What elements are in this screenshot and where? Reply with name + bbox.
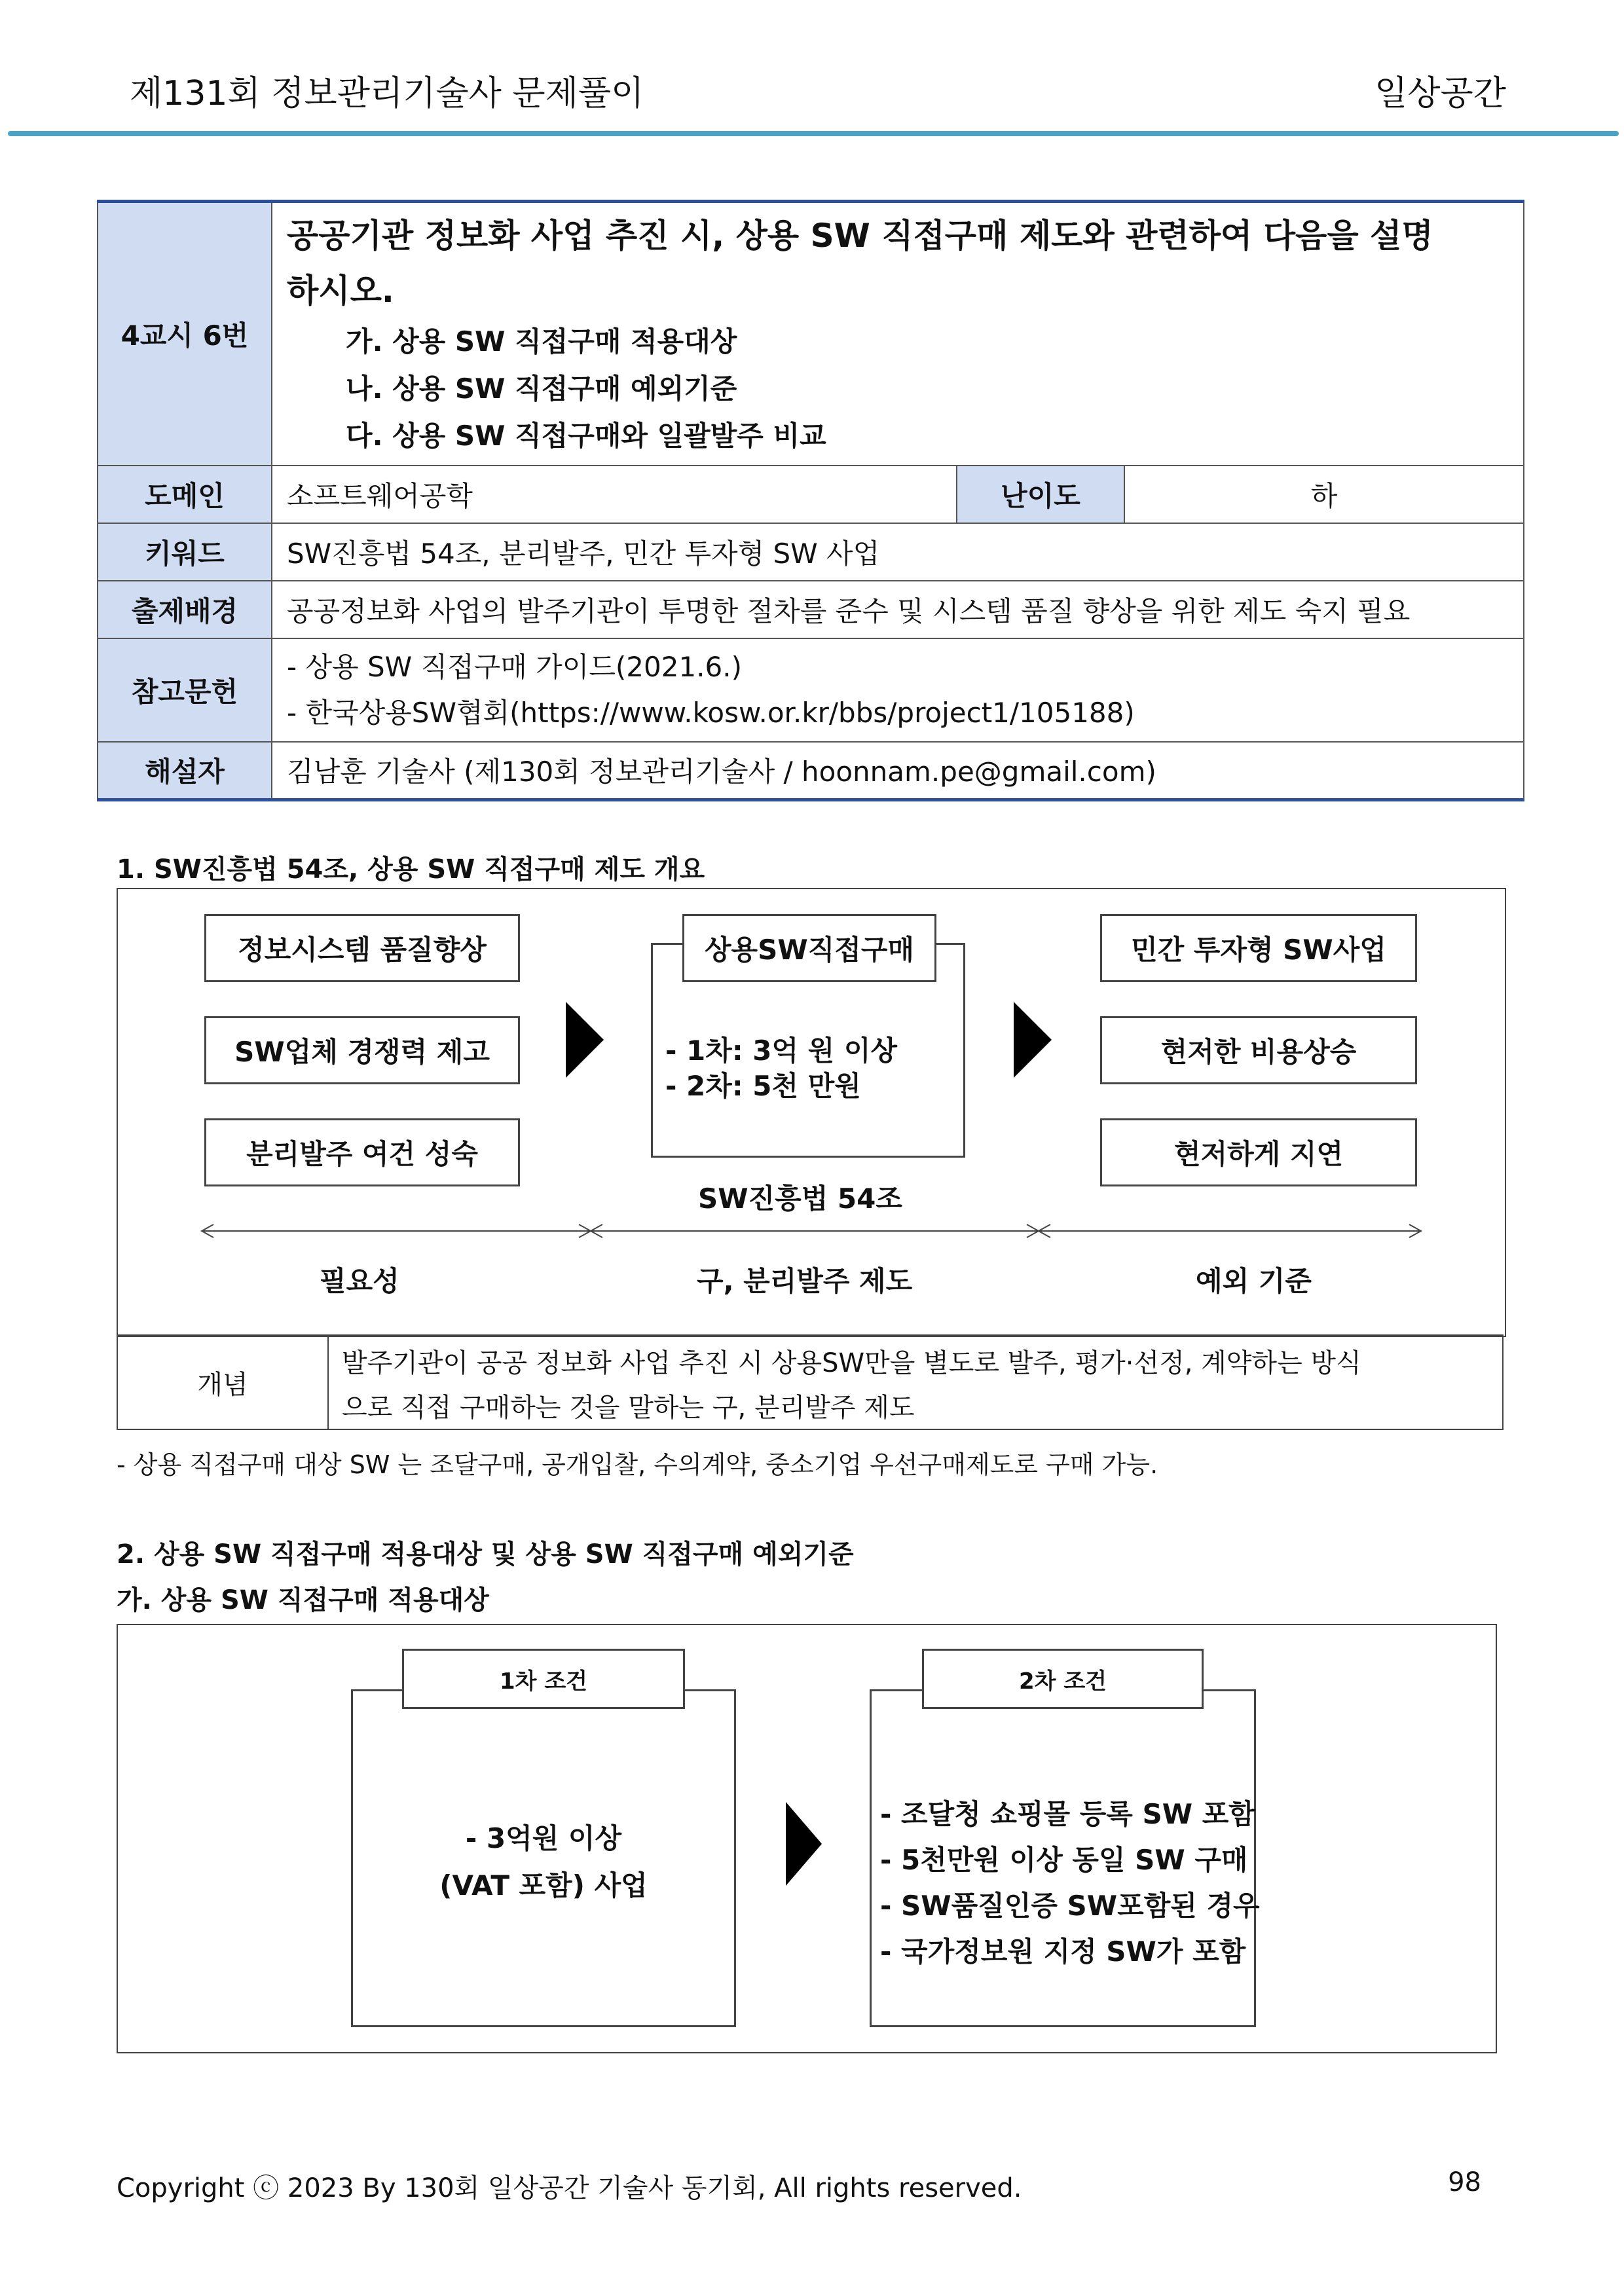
difficulty-label: 난이도 xyxy=(957,466,1124,523)
condition1-title: 1차 조건 xyxy=(402,1649,685,1709)
question-title-line2: 하시오. xyxy=(287,272,394,310)
condition1-text xyxy=(351,1815,736,1909)
center-box-items xyxy=(665,1033,897,1104)
center-caption: SW진흥법 54조 xyxy=(698,1183,902,1215)
question-cell xyxy=(272,202,1524,466)
background-label: 출제배경 xyxy=(98,581,272,638)
condition2-item: - SW품질인증 SW포함된 경우 xyxy=(880,1890,1260,1922)
page-header-title: 제131회 정보관리기술사 문제풀이 xyxy=(130,74,644,113)
concept-line: 발주기관이 공공 정보화 사업 추진 시 상용SW만을 별도로 발주, 평가·선정, 계약하는 방식 xyxy=(342,1348,1361,1378)
axis-label-need: 필요성 xyxy=(320,1265,399,1297)
condition2-list xyxy=(880,1791,1260,1975)
question-sub-b: 나. 상용 SW 직접구매 예외기준 xyxy=(346,373,737,405)
need-box-quality: 정보시스템 품질향상 xyxy=(204,914,520,982)
question-info-table xyxy=(97,200,1524,801)
condition2-item: - 조달청 쇼핑몰 등록 SW 포함 xyxy=(880,1798,1255,1830)
section1-note: - 상용 직접구매 대상 SW 는 조달구매, 공개입찰, 수의계약, 중소기업 우선구매제도로 구매 가능. xyxy=(117,1450,1158,1479)
section1-heading: 1. SW진흥법 54조, 상용 SW 직접구매 제도 개요 xyxy=(117,854,705,885)
condition1-line: - 3억원 이상 xyxy=(465,1822,622,1854)
section2-heading: 2. 상용 SW 직접구매 적용대상 및 상용 SW 직접구매 예외기준 xyxy=(117,1539,854,1570)
exception-box-private: 민간 투자형 SW사업 xyxy=(1100,914,1417,982)
reference-item: - 한국상용SW협회(https://www.kosw.or.kr/bbs/project1/105188) xyxy=(287,697,1135,729)
exception-box-cost: 현저한 비용상승 xyxy=(1100,1016,1417,1084)
need-box-competitiveness: SW업체 경쟁력 제고 xyxy=(204,1016,520,1084)
question-sub-a: 가. 상용 SW 직접구매 적용대상 xyxy=(346,325,737,358)
background-value: 공공정보화 사업의 발주기관이 투명한 절차를 준수 및 시스템 품질 향상을 위한 제도 숙지 필요 xyxy=(272,581,1524,638)
difficulty-value: 하 xyxy=(1124,466,1524,523)
concept-text xyxy=(342,1341,1494,1430)
question-sub-c: 다. 상용 SW 직접구매와 일괄발주 비교 xyxy=(346,420,826,452)
footer-page-number: 98 xyxy=(1448,2167,1481,2197)
keyword-value: SW진흥법 54조, 분리발주, 민간 투자형 SW 사업 xyxy=(272,523,1524,581)
header-divider xyxy=(8,131,1619,136)
domain-label: 도메인 xyxy=(98,466,272,523)
concept-label: 개념 xyxy=(197,1369,248,1400)
need-box-separate-order: 분리발주 여건 성숙 xyxy=(204,1118,520,1186)
arrow-right-icon xyxy=(566,1002,604,1078)
center-item-first: - 1차: 3억 원 이상 xyxy=(665,1035,898,1067)
arrow-right-icon xyxy=(1014,1002,1052,1078)
concept-divider xyxy=(327,1334,329,1430)
author-label: 해설자 xyxy=(98,742,272,799)
section2-subheading: 가. 상용 SW 직접구매 적용대상 xyxy=(117,1585,489,1615)
center-item-second: - 2차: 5천 만원 xyxy=(665,1070,861,1102)
question-title-line1: 공공기관 정보화 사업 추진 시, 상용 SW 직접구매 제도와 관련하여 다음을 설명 xyxy=(287,217,1433,255)
condition2-item: - 5천만원 이상 동일 SW 구매 xyxy=(880,1844,1248,1876)
page-header-brand: 일상공간 xyxy=(1375,74,1506,113)
keyword-label: 키워드 xyxy=(98,523,272,581)
condition1-line: (VAT 포함) 사업 xyxy=(439,1869,648,1901)
axis-label-system: 구, 분리발주 제도 xyxy=(697,1265,913,1297)
session-label: 4교시 6번 xyxy=(98,202,272,466)
exception-box-delay: 현저하게 지연 xyxy=(1100,1118,1417,1186)
author-value: 김남훈 기술사 (제130회 정보관리기술사 / hoonnam.pe@gmail.com) xyxy=(272,742,1524,799)
concept-line: 으로 직접 구매하는 것을 말하는 구, 분리발주 제도 xyxy=(342,1393,915,1423)
reference-item: - 상용 SW 직접구매 가이드(2021.6.) xyxy=(287,651,742,683)
axis-label-exception: 예외 기준 xyxy=(1196,1265,1312,1297)
reference-label: 참고문헌 xyxy=(98,638,272,742)
arrow-right-icon xyxy=(786,1802,822,1886)
reference-cell xyxy=(272,638,1524,742)
center-box-title: 상용SW직접구매 xyxy=(682,914,936,982)
phase-axis xyxy=(196,1218,1428,1244)
footer-copyright: Copyright ⓒ 2023 By 130회 일상공간 기술사 동기회, All rights reserved. xyxy=(117,2173,1022,2203)
condition2-item: - 국가정보원 지정 SW가 포함 xyxy=(880,1936,1246,1968)
domain-value: 소프트웨어공학 xyxy=(272,466,957,523)
condition2-title: 2차 조건 xyxy=(922,1649,1204,1709)
